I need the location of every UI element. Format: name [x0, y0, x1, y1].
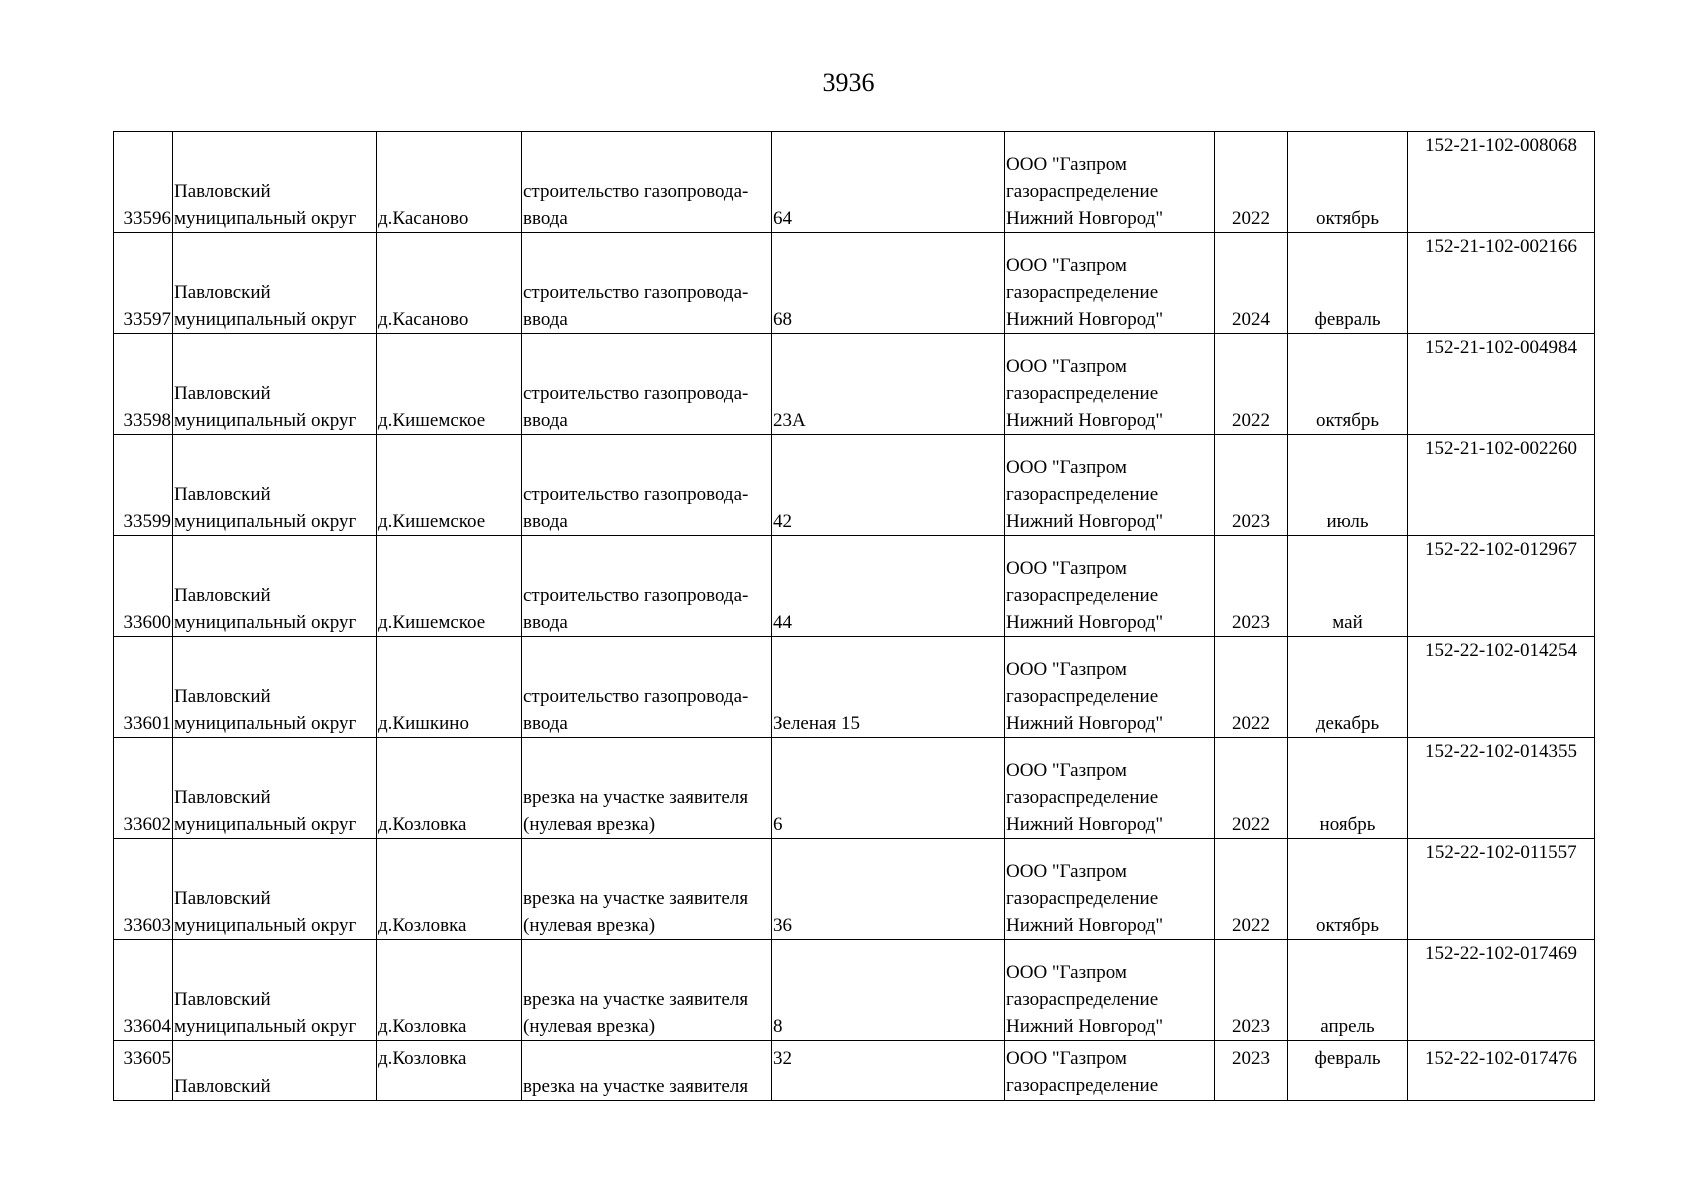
district-cell-line: муниципальный округ — [174, 309, 357, 330]
district-cell — [173, 334, 377, 435]
work-type-cell-line: врезка на участке заявителя — [523, 787, 749, 808]
month-cell: февраль — [1288, 1041, 1408, 1101]
work-type-cell-line: строительство газопровода- — [523, 282, 749, 303]
organization-cell — [1005, 536, 1215, 637]
row-number: 33604 — [114, 940, 173, 1041]
settlement-cell: д.Козловка — [377, 940, 522, 1041]
work-type-cell-line: ввода — [523, 511, 568, 532]
house-cell: 68 — [772, 233, 1005, 334]
work-type-cell-line: (нулевая врезка) — [523, 915, 656, 936]
row-number: 33603 — [114, 839, 173, 940]
settlement-cell: д.Кишемское — [377, 435, 522, 536]
year-cell: 2023 — [1215, 536, 1288, 637]
year-cell: 2022 — [1215, 839, 1288, 940]
district-cell-line: муниципальный округ — [174, 814, 357, 835]
organization-cell-line: ООО "Газпром — [1006, 861, 1127, 882]
house-cell: 6 — [772, 738, 1005, 839]
work-type-cell-line: ввода — [523, 309, 568, 330]
year-cell: 2023 — [1215, 940, 1288, 1041]
work-type-cell: врезка на участке заявителя — [522, 1041, 772, 1101]
month-cell: февраль — [1288, 233, 1408, 334]
year-cell: 2022 — [1215, 637, 1288, 738]
work-type-cell-line: (нулевая врезка) — [523, 1016, 656, 1037]
house-cell: 64 — [772, 132, 1005, 233]
month-cell: апрель — [1288, 940, 1408, 1041]
row-number: 33602 — [114, 738, 173, 839]
district-cell-line: муниципальный округ — [174, 511, 357, 532]
settlement-cell: д.Козловка — [377, 1041, 522, 1101]
row-number: 33599 — [114, 435, 173, 536]
work-type-cell-line: ввода — [523, 208, 568, 229]
house-cell: 36 — [772, 839, 1005, 940]
district-cell-line: Павловский — [174, 383, 271, 404]
work-type-cell — [522, 334, 772, 435]
organization-cell-line: Нижний Новгород" — [1006, 1016, 1164, 1037]
house-cell: 44 — [772, 536, 1005, 637]
code-cell: 152-21-102-002260 — [1408, 435, 1595, 536]
organization-cell-line: Нижний Новгород" — [1006, 814, 1164, 835]
table-row — [114, 435, 1595, 536]
district-cell — [173, 435, 377, 536]
table-row — [114, 132, 1595, 233]
house-cell: 32 — [772, 1041, 1005, 1101]
settlement-cell: д.Кишемское — [377, 334, 522, 435]
month-cell: июль — [1288, 435, 1408, 536]
work-type-cell-line: врезка на участке заявителя — [523, 989, 749, 1010]
work-type-cell — [522, 435, 772, 536]
organization-cell-line: ООО "Газпром — [1006, 457, 1127, 478]
organization-cell-line: газораспределение — [1006, 181, 1159, 202]
settlement-cell: д.Козловка — [377, 738, 522, 839]
month-cell: октябрь — [1288, 132, 1408, 233]
organization-cell-line: Нижний Новгород" — [1006, 915, 1164, 936]
work-type-cell — [522, 132, 772, 233]
organization-cell-line: газораспределение — [1006, 585, 1159, 606]
district-cell-line: Павловский — [174, 484, 271, 505]
code-cell: 152-22-102-014254 — [1408, 637, 1595, 738]
table-row — [114, 738, 1595, 839]
district-cell — [173, 132, 377, 233]
organization-cell-line: Нижний Новгород" — [1006, 612, 1164, 633]
month-cell: октябрь — [1288, 839, 1408, 940]
district-cell-line: муниципальный округ — [174, 1016, 357, 1037]
work-type-cell — [522, 940, 772, 1041]
row-number: 33600 — [114, 536, 173, 637]
table-row — [114, 839, 1595, 940]
code-cell: 152-22-102-017476 — [1408, 1041, 1595, 1101]
table-row — [114, 940, 1595, 1041]
organization-cell-line: ООО "Газпром — [1006, 1048, 1127, 1069]
settlement-cell: д.Касаново — [377, 132, 522, 233]
work-type-cell — [522, 738, 772, 839]
year-cell: 2023 — [1215, 435, 1288, 536]
work-type-cell — [522, 637, 772, 738]
house-cell: Зеленая 15 — [772, 637, 1005, 738]
row-number: 33596 — [114, 132, 173, 233]
row-number: 33598 — [114, 334, 173, 435]
organization-cell-line: газораспределение — [1006, 888, 1159, 909]
district-cell-line: Павловский — [174, 787, 271, 808]
work-type-cell — [522, 536, 772, 637]
table-row — [114, 637, 1595, 738]
district-cell — [173, 940, 377, 1041]
organization-cell-line: газораспределение — [1006, 282, 1159, 303]
organization-cell — [1005, 132, 1215, 233]
work-type-cell-line: (нулевая врезка) — [523, 814, 656, 835]
work-type-cell-line: ввода — [523, 612, 568, 633]
district-cell-line: Павловский — [174, 585, 271, 606]
organization-cell-line: ООО "Газпром — [1006, 154, 1127, 175]
work-type-cell — [522, 233, 772, 334]
settlement-cell: д.Козловка — [377, 839, 522, 940]
table-row — [114, 233, 1595, 334]
organization-cell-line: ООО "Газпром — [1006, 760, 1127, 781]
code-cell: 152-21-102-002166 — [1408, 233, 1595, 334]
district-cell-line: Павловский — [174, 282, 271, 303]
organization-cell-line: ООО "Газпром — [1006, 255, 1127, 276]
code-cell: 152-22-102-011557 — [1408, 839, 1595, 940]
district-cell-line: Павловский — [174, 888, 271, 909]
organization-cell — [1005, 940, 1215, 1041]
row-number: 33601 — [114, 637, 173, 738]
organization-cell-line: ООО "Газпром — [1006, 356, 1127, 377]
organization-cell-line: газораспределение — [1006, 1075, 1159, 1096]
work-type-cell-line: строительство газопровода- — [523, 686, 749, 707]
table-row — [114, 536, 1595, 637]
organization-cell-line: Нижний Новгород" — [1006, 511, 1164, 532]
district-cell: Павловский — [173, 1041, 377, 1101]
work-type-cell-line: строительство газопровода- — [523, 383, 749, 404]
organization-cell-line: газораспределение — [1006, 383, 1159, 404]
house-cell: 8 — [772, 940, 1005, 1041]
page-number: 3936 — [822, 68, 875, 97]
month-cell: ноябрь — [1288, 738, 1408, 839]
district-cell-line: муниципальный округ — [174, 612, 357, 633]
organization-cell — [1005, 637, 1215, 738]
code-cell: 152-22-102-012967 — [1408, 536, 1595, 637]
gas-connection-table — [113, 131, 1595, 1101]
organization-cell-line: Нижний Новгород" — [1006, 410, 1164, 431]
organization-cell-line: газораспределение — [1006, 989, 1159, 1010]
month-cell: октябрь — [1288, 334, 1408, 435]
row-number: 33605 — [114, 1041, 173, 1101]
code-cell: 152-21-102-004984 — [1408, 334, 1595, 435]
organization-cell — [1005, 1041, 1215, 1101]
district-cell-line: Павловский — [174, 989, 271, 1010]
district-cell-line: муниципальный округ — [174, 410, 357, 431]
organization-cell-line: ООО "Газпром — [1006, 558, 1127, 579]
work-type-cell — [522, 839, 772, 940]
year-cell: 2022 — [1215, 132, 1288, 233]
district-cell — [173, 637, 377, 738]
district-cell — [173, 738, 377, 839]
work-type-cell-line: строительство газопровода- — [523, 484, 749, 505]
month-cell: май — [1288, 536, 1408, 637]
work-type-cell-line: строительство газопровода- — [523, 181, 749, 202]
work-type-cell-line: ввода — [523, 410, 568, 431]
work-type-cell-line: строительство газопровода- — [523, 585, 749, 606]
month-cell: декабрь — [1288, 637, 1408, 738]
district-cell — [173, 233, 377, 334]
settlement-cell: д.Кишемское — [377, 536, 522, 637]
district-cell-line: муниципальный округ — [174, 208, 357, 229]
district-cell — [173, 536, 377, 637]
table-body — [114, 132, 1595, 1101]
organization-cell-line: ООО "Газпром — [1006, 659, 1127, 680]
code-cell: 152-22-102-014355 — [1408, 738, 1595, 839]
district-cell — [173, 839, 377, 940]
organization-cell-line: Нижний Новгород" — [1006, 309, 1164, 330]
district-cell-line: Павловский — [174, 686, 271, 707]
table-row — [114, 1041, 1595, 1101]
organization-cell-line: ООО "Газпром — [1006, 962, 1127, 983]
year-cell: 2022 — [1215, 334, 1288, 435]
work-type-cell-line: ввода — [523, 713, 568, 734]
organization-cell-line: Нижний Новгород" — [1006, 208, 1164, 229]
organization-cell — [1005, 435, 1215, 536]
district-cell-line: муниципальный округ — [174, 915, 357, 936]
row-number: 33597 — [114, 233, 173, 334]
table-row — [114, 334, 1595, 435]
work-type-cell-line: врезка на участке заявителя — [523, 888, 749, 909]
organization-cell-line: газораспределение — [1006, 686, 1159, 707]
district-cell-line: Павловский — [174, 181, 271, 202]
house-cell: 42 — [772, 435, 1005, 536]
organization-cell — [1005, 738, 1215, 839]
year-cell: 2024 — [1215, 233, 1288, 334]
year-cell: 2022 — [1215, 738, 1288, 839]
district-cell-line: муниципальный округ — [174, 713, 357, 734]
organization-cell — [1005, 839, 1215, 940]
organization-cell — [1005, 233, 1215, 334]
code-cell: 152-22-102-017469 — [1408, 940, 1595, 1041]
organization-cell — [1005, 334, 1215, 435]
code-cell: 152-21-102-008068 — [1408, 132, 1595, 233]
settlement-cell: д.Кишкино — [377, 637, 522, 738]
organization-cell-line: газораспределение — [1006, 484, 1159, 505]
year-cell: 2023 — [1215, 1041, 1288, 1101]
organization-cell-line: Нижний Новгород" — [1006, 713, 1164, 734]
organization-cell-line: газораспределение — [1006, 787, 1159, 808]
settlement-cell: д.Касаново — [377, 233, 522, 334]
house-cell: 23А — [772, 334, 1005, 435]
